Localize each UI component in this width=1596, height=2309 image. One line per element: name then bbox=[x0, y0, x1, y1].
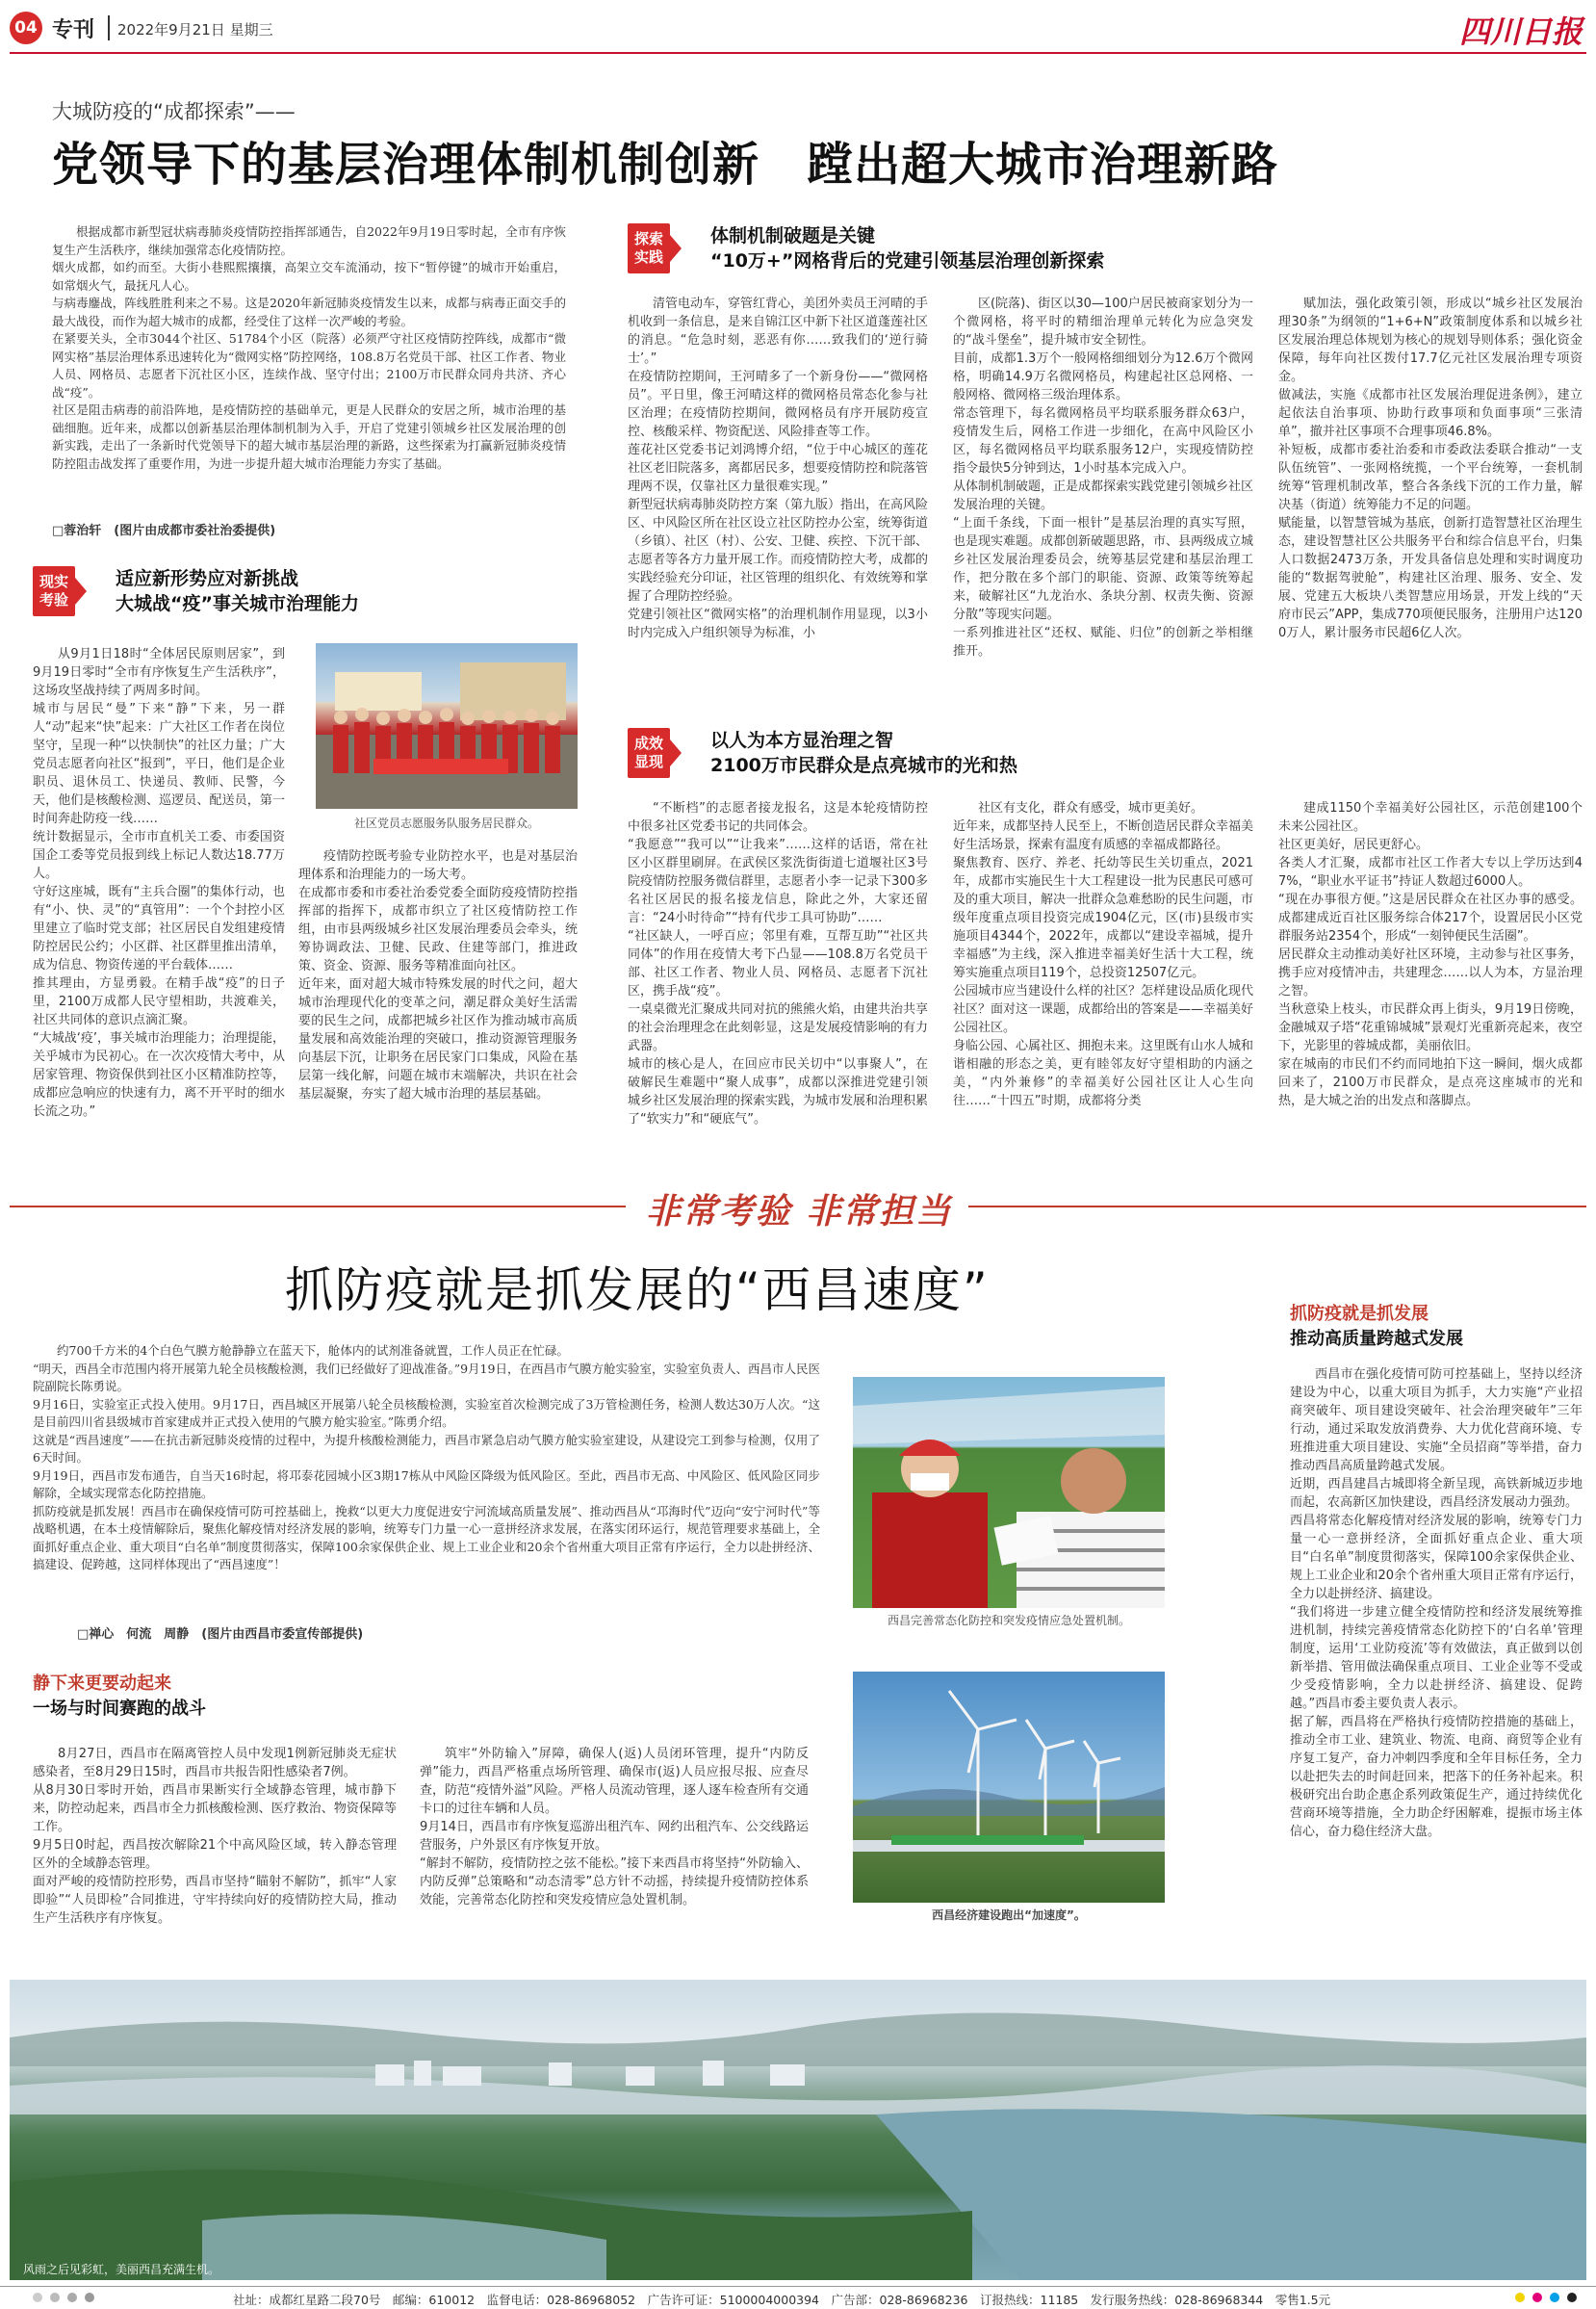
sec3-column-3: 建成1150个幸福美好公园社区，示范创建100个未来公园社区。 社区更美好，居民更舒心。 各类人才汇聚，成都市社区工作者大专以上学历达到47%，“职业水平证书”持证人数超过6000人。 “现在办事很方便。”这是居民群众在社区办事的感受。成都建成近百社区服务综合体217个，设置居民小区党群服务站2354个，形成“一刻钟便民生活圈”。 居民群众主动推动美好社区环境，主动参与社区事务，携手应对疫情冲击，共建理念……以人为本，方显治理之智。 当秋意染上枝头，市民群众再上街头，9月19日傍晚，金融城双子塔“花重锦城城”景观灯光重新亮起来，夜空下，光影里的蓉城成都，美丽依旧。 家在城南的市民们不约而同地拍下这一瞬间，烟火成都回来了，2100万市民群众，是点亮这座城市的光和热，是大城之治的出发点和落脚点。 bbox=[1278, 801, 1583, 1108]
header-rule bbox=[10, 52, 1586, 54]
footer-text: 社址：成都红星路二段70号 邮编：610012 监督电话：028-86968052 广告许可证：5100004000394 广告部：028-86968236 订报热线：11185 发行服务热线：028-86968344 零售1.5元 bbox=[233, 2293, 1331, 2307]
sec3-title-line1: 以人为本方显治理之智 bbox=[710, 730, 894, 751]
divider-bar bbox=[108, 15, 110, 40]
sec2-column-1: 清管电动车，穿管红背心，美团外卖员王河晴的手机收到一条信息，是来自锦江区中新下社区道蓬莲社区的消息。“危急时刻，恶恶有你……致我们的‘逆行骑士’。” 在疫情防控期间，王河晴多了一个新身份——“微网格员”。平日里，像王河晴这样的微网格员常态化参与社区治理；在疫情防控期间，微网格员有序开展防疫宣控、核酸采样、物资配送、风险排查等工作。 莲花社区党委书记刘鸿博介绍，“位于中心城区的莲花社区老旧院落多，离都居民多，想要疫情防控和院落管理两不误，仅靠社区力量很难实现。” 新型冠状病毒肺炎防控方案（第九版）指出，在高风险区、中风险区所在社区设立社区防控办公室，统筹街道（乡镇）、社区（村）、公安、卫健、疾控、下沉干部、志愿者等各方力量开展工作。而疫情防控大考，成都的实践经验充分印证，社区管理的组织化、有效统筹和掌握了合理防控经验。 党建引领社区“微网实格”的治理机制作用显现，以3小时内完成入户组织领导为标准，小 bbox=[628, 297, 928, 640]
sec1-title-line2: 大城战“疫”事关城市治理能力 bbox=[116, 593, 359, 614]
panorama-caption: 风雨之后见彩虹，美丽西昌充满生机。 bbox=[23, 2263, 220, 2276]
top-kicker: 大城防疫的“成都探索”—— bbox=[52, 100, 296, 123]
bottom-lead-paragraphs: 约700千方米的4个白色气膜方舱静静立在蓝天下，舱体内的试剂准备就置，工作人员正在忙碌。 “明天，西昌全市范围内将开展第九轮全员核酸检测，我们已经做好了迎战准备。”9月19日，在西昌市气膜方舱实验室，实验室负责人、西昌市人民医院副院长陈勇说。 9月16日，实验室正式投入使用。9月17日，西昌城区开展第八轮全员核酸检测，实验室首次检测完成了3万管检测任务，检测人数达30万人次。“这是目前四川省县级城市首家建成并正式投入使用的气膜方舱实验室。”陈勇介绍。 这就是“西昌速度”——在抗击新冠肺炎疫情的过程中，为提升核酸检测能力，西昌市紧急启动气膜方舱实验室建设，从建设完工到参与检测，仅用了6天时间。 9月19日，西昌市发布通告，自当天16时起，将邛泰花园城小区3期17栋从中风险区降级为低风险区。至此，西昌市无高、中风险区、低风险区同步解除，全域实现常态化防控措施。 抓防疫就是抓发展！西昌市在确保疫情可防可控基础上，挽救“以更大力度促进安宁河流域高质量发展”、推动西昌从“邛海时代”迈向“安宁河时代”等战略机遇，在本土疫情解除后，聚焦化解疫情对经济发展的影响，统筹专门力量一心一意拼经济求发展，在落实闭环运行，规范管理要求基础上，全面抓好重点企业、重大项目“白名单”制度贯彻落实，保障100余家保供企业、规上工业企业和20余个省州重大项目正常有序运行，全力以赴拼经济、搞建设、促跨越，这同样体现出了“西昌速度”！ bbox=[33, 1343, 820, 1571]
tag-arrow bbox=[670, 739, 682, 766]
left-subhead-2: 一场与时间赛跑的战斗 bbox=[33, 1699, 206, 1719]
top-headline: 党领导下的基层治理体制机制创新 蹚出超大城市治理新路 bbox=[52, 138, 1279, 192]
footer-bar bbox=[0, 2286, 1596, 2309]
registration-dots-right bbox=[1515, 2293, 1577, 2302]
top-lead-paragraphs: 根据成都市新型冠状病毒肺炎疫情防控指挥部通告，自2022年9月19日零时起，全市有序恢复生产生活秩序，继续加强常态化疫情防控。 烟火成都，如约而至。大街小巷熙熙攘攘，高架立交车流涌动，按下“暂停键”的城市开始重启，如常烟火气，最抚凡人心。 与病毒鏖战，阵线胜胜利来之不易。这是2020年新冠肺炎疫情发生以来，成都与病毒正面交手的最大战役，而作为超大城市的成都，经受住了这样一次严峻的考验。 在紧要关头，全市3044个社区、51784个小区（院落）必须严守社区疫情防控阵线，成都市“微网实格”基层治理体系迅速转化为“微网实格”防控网络，108.8万名党员干部、社区工作者、物业人员、网格员、志愿者下沉社区小区，连续作战、坚守付出；2100万市民群众同舟共济、齐心战“疫”。 社区是阻击病毒的前沿阵地，是疫情防控的基础单元，更是人民群众的安居之所，城市治理的基础细胞。近年来，成都以创新基层治理体制机制为入手，开启了党建引领城乡社区发展治理的创新实践，走出了一条新时代党领导下的超大城市基层治理的新路，这些探索为打赢新冠肺炎疫情防控阻击战发挥了重要作用，为进一步提升超大城市治理能力夯实了基础。 bbox=[52, 224, 566, 471]
epidemic-worker-photo bbox=[853, 1377, 1165, 1608]
top-byline: □蓉治轩 (图片由成都市委社治委提供) bbox=[52, 524, 276, 538]
sec2-title-line1: 体制机制破题是关键 bbox=[710, 225, 876, 246]
right-column: 西昌市在强化疫情可防可控基础上，坚持以经济建设为中心，以重大项目为抓手，大力实施“产业招商突破年、项目建设突破年、社会治理突破年”三年行动，通过采取发放消费券、大力优化营商环境、专班推进重大项目建设、实施“全员招商”等举措，奋力推动西昌高质量跨越式发展。 近期，西昌建昌古城即将全新呈现，高铁新城迈步地而起，农高新区加快建设，西昌经济发展动力强劲。 西昌将常态化解疫情对经济发展的影响，统筹专门力量一心一意拼经济，全面抓好重点企业、重大项目“白名单”制度贯彻落实，保障100余家保供企业、规上工业企业和20余个省州重大项目正常有序运行，全力以赴拼经济、搞建设。 “我们将进一步建立健全疫情防控和经济发展统筹推进机制，持续完善疫情常态化防控下的‘白名单’管理制度，运用‘工业防疫流’等有效做法，真正做到以创新举措、管用做法确保重点项目、工业企业等不受或少受疫情影响，全力以赴拼经济、搞建设、促跨越。”西昌市委主要负责人表示。 据了解，西昌将在严格执行疫情防控措施的基础上，推动全市工业、建筑业、物流、电商、商贸等企业有序复工复产，奋力冲刺四季度和全年目标任务，全力以赴把失去的时间赶回来，把落下的任务补起来。积极研究出台助企惠企系列政策促生产，通过持续优化营商环境等措施，全力助企纾困解难，提振市场主体信心，奋力稳住经济大盘。 bbox=[1290, 1367, 1583, 1839]
bottom-headline: 抓防疫就是抓发展的“西昌速度” bbox=[285, 1262, 990, 1318]
page-header bbox=[0, 0, 1596, 58]
photo1-caption: 社区党员志愿服务队服务居民群众。 bbox=[353, 817, 539, 830]
left-column-1: 8月27日，西昌市在隔离管控人员中发现1例新冠肺炎无症状感染者，至8月29日15时，西昌市共报告阳性感染者7例。 从8月30日零时开始，西昌市果断实行全域静态管理，城市静下来，防控动起来，西昌市全力抓核酸检测、医疗救治、物资保障等工作。 9月5日0时起，西昌按次解除21个中高风险区域，转入静态管理区外的全域静态管理。 面对严峻的疫情防控形势，西昌市坚持“瞄射不解防”，抓牢“人家即验”“人员即检”合同推进，守牢持续向好的疫情防控大局，推动生产生活秩序有序恢复。 bbox=[33, 1747, 397, 1926]
sec3-title-line2: 2100万市民群众是点亮城市的光和热 bbox=[710, 755, 1017, 776]
sec3-column-1: “不断档”的志愿者接龙报名，这是本轮疫情防控中很多社区党委书记的共同体会。 “我愿意”“我可以”“让我来”……这样的话语，常在社区小区群里刷屏。在武侯区浆洗街街道七道堰社区3号院疫情防控服务微信群里，志愿者小李一记录下300多名社区居民的报名接龙信息，除此之外，大家还留言：“24小时待命”“持有代步工具可协助”…… “社区缺人，一呼百应；邻里有难，互帮互助”“社区共同体”的作用在疫情大考下凸显——108.8万名党员干部、社区工作者、物业人员、网格员、志愿者下沉社区，携手战“疫”。 一桌桌微光汇聚成共同对抗的熊熊火焰，由建共治共享的社会治理理念在此刻彰显，这是发展疫情影响的有力武器。 城市的核心是人，在回应市民关切中“以事聚人”，在破解民生难题中“聚人成事”，成都以深推进党建引领城乡社区发展治理的探索实践，为城市发展和治理积累了“软实力”和“硬底气”。 bbox=[628, 801, 928, 1127]
xichang-panorama-photo bbox=[10, 1980, 1586, 2280]
wind-turbine-photo bbox=[853, 1672, 1165, 1903]
sec2-column-3: 赋加法，强化政策引领，形成以“城乡社区发展治理30条”为纲领的“1+6+N”政策制度体系和以城乡社区发展治理总体规划为核心的规划导则体系；强化资金保障，每年向社区拨付17.7亿元社区发展治理专项资金。 做减法，实施《成都市社区发展治理促进条例》，建立起依法自治事项、协助行政事项和负面事项“三张清单”，撤并社区事项不合理事项46.8%。 补短板，成都市委社治委和市委政法委联合推动“一支队伍统管”、一张网格统揽，一个平台统筹，一套机制统筹“管理机制改革，整合各条线下沉的工作力量，解决基（街道）统筹能力不足的问题。 赋能量，以智慧管城为基底，创新打造智慧社区治理生态，建设智慧社区公共服务平台和综合信息平台，归集人口数据2473万条，开发具备信息处理和实时调度功能的“数据驾驶舱”，构建社区治理、服务、安全、发展、党建五大板块八类智慧应用场景，开发上线的“天府市民云”APP，集成770项便民服务，注册用户达1200万人，累计服务市民超6亿人次。 bbox=[1278, 297, 1583, 640]
sec1-text-left: 从9月1日18时“全体居民原则居家”，到9月19日零时“全市有序恢复生产生活秩序”，这场攻坚战持续了两周多时间。 城市与居民“曼”下来“静”下来，另一群人“动”起来“快”起来：广大社区工作者在岗位坚守，呈现一种“以快制快”的社区力量；广大党员志愿者向社区“报到”，平日，他们是企业职员、退休员工、快递员、教师、民警，今天，他们是核酸检测、巡逻员、配送员，第一时间奔赴防疫一线…… 统计数据显示，全市市直机关工委、市委国资国企工委等党员报到线上标记人数达18.77万人。 守好这座城，既有“主兵合圈”的集体行动，也有“小、快、灵”的“真管用”：一个个封控小区里建立了临时党支部；社区居民自发组建疫情防控居民公约；小区群、社区群里推出清单，成为信息、物资传递的平台载体…… 推其理由，方显勇毅。在精手战“疫”的日子里，2100万成都人民守望相助，共渡难关，社区共同体的意识点滴汇聚。 “大城战‘疫’，事关城市治理能力；治理提能，关乎城市为民初心。在一次次疫情大考中，从居家管理、物资保供到社区小区精准防控等，成都应急响应的快速有力，离不开平时的细水长流之功。” bbox=[33, 647, 285, 1119]
sec1-title-line1: 适应新形势应对新挑战 bbox=[116, 568, 299, 589]
photo2-caption: 西昌完善常态化防控和突发疫情应急处置机制。 bbox=[887, 1614, 1130, 1627]
banner-rule-right bbox=[968, 1206, 1586, 1207]
right-subhead-1: 抓防疫就是抓发展 bbox=[1290, 1304, 1429, 1324]
section-tag-reality-test: 现实考验 bbox=[33, 566, 75, 616]
sec2-column-2: 区(院落)、街区以30—100户居民被商家划分为一个微网格，将平时的精细治理单元转化为应急突发的“战斗堡垒”，提升城市安全韧性。 目前，成都1.3万个一般网格细细划分为12.6万个微网格，明确14.9万名微网格员，构建起社区总网格、一般网格、微网格三级治理体系。 常态管理下，每名微网格员平均联系服务群众63户，疫情发生后，网格工作进一步细化，在高中风险区小区，每名微网格员平均联系服务12户，实现疫情防控指令最快5分钟到达，1小时基本完成入户。 从体制机制破题，正是成都探索实践党建引领城乡社区发展治理的关键。 “上面千条线，下面一根针”是基层治理的真实写照，也是现实难题。成都创新破题思路，市、县两级成立城乡社区发展治理委员会，统筹基层党建和基层治理工作，把分散在多个部门的职能、资源、政策等统筹起来，破解社区“九龙治水、条块分割、权责失衡、资源分散”等现实问题。 一系列推进社区“还权、赋能、归位”的创新之举相继推开。 bbox=[953, 297, 1253, 659]
photo3-caption: 西昌经济建设跑出“加速度”。 bbox=[932, 1908, 1086, 1922]
sec1-text-right: 疫情防控既考验专业防控水平，也是对基层治理体系和治理能力的一场大考。 在成都市委和市委社治委党委全面防疫疫情防控指挥部的指挥下，成都市织立了社区疫情防控工作组，由市县两级城乡社区发展治理委员会牵头，统筹协调政法、卫健、民政、住建等部门，推进政策、资金、资源、服务等精准面向社区。 近年来，面对超大城市特殊发展的时代之问，超大城市治理现代化的变革之问，潮足群众美好生活需要的民生之问，成都把城乡社区作为推动城市高质量发展和高效能治理的突破口，推动资源管理服务向基层下沉，让职务在居民家门口集成，风险在基层第一线化解，问题在城市末端解决，共识在社会基层凝聚，夯实了超大城市治理的基层基础。 bbox=[298, 849, 578, 1102]
left-column-2: 筑牢“外防输入”屏障，确保人(返)人员闭环管理，提升“内防反弹”能力，西昌严格重点场所管理、确保市(返)人员应报尽报、应查尽查，防范“疫情外溢”风险。严格人员流动管理，逐人逐车检查所有交通卡口的过往车辆和人员。 9月14日，西昌市有序恢复巡游出租汽车、网约出租汽车、公交线路运营服务，户外景区有序恢复开放。 “解封不解防，疫情防控之弦不能松。”接下来西昌市将坚持“外防输入、内防反弹”总策略和“动态清零”总方针不动摇，持续提升疫情防控体系效能，完善常态化防控和突发疫情应急处置机制。 bbox=[420, 1747, 809, 1907]
issue-date: 2022年9月21日 星期三 bbox=[117, 21, 273, 39]
bottom-byline: □禅心 何流 周静 (图片由西昌市委宣传部提供) bbox=[77, 1627, 364, 1642]
tag-arrow bbox=[75, 578, 87, 605]
special-banner: 非常考验 非常担当 bbox=[645, 1191, 953, 1232]
page-number-badge: 04 bbox=[10, 12, 42, 44]
tag-arrow bbox=[670, 235, 682, 262]
volunteer-team-photo bbox=[316, 643, 578, 809]
left-subhead-1: 静下来更要动起来 bbox=[33, 1673, 171, 1694]
section-tag-exploration: 探索实践 bbox=[628, 223, 670, 273]
right-subhead-2: 推动高质量跨越式发展 bbox=[1290, 1329, 1463, 1349]
registration-dots-left bbox=[33, 2293, 94, 2302]
section-tag-results: 成效显现 bbox=[628, 728, 670, 778]
newspaper-logo: 四川日报 bbox=[1458, 13, 1583, 50]
banner-rule-left bbox=[10, 1206, 626, 1207]
section-name: 专刊 bbox=[52, 18, 95, 42]
sec3-column-2: 社区有支化，群众有感受，城市更美好。 近年来，成都坚持人民至上，不断创造居民群众幸福美好生活场景，探索有温度有质感的幸福成都路径。 聚焦教育、医疗、养老、托幼等民生关切重点，2021年，成都市实施民生十大工程建设一批为民惠民可感可及的重大项目，解决一批群众急难愁盼的民生问题，市级年度重点项目投资完成1904亿元，区(市)县级市实施项目4344个，2022年，成都以“建设幸福城，提升幸福感”为主线，深入推进幸福美好生活十大工程，统筹实施重点项目119个，总投资12507亿元。 公园城市应当建设什么样的社区？怎样建设品质化现代社区？面对这一课题，成都给出的答案是——幸福美好公园社区。 身临公园、心属社区、拥抱未来。这里既有山水人城和谐相融的形态之美，更有睦邻友好守望相助的内涵之美，“内外兼修”的幸福美好公园社区让人心生向往……“十四五”时期，成都将分类 bbox=[953, 801, 1253, 1108]
sec2-title-line2: “10万+”网格背后的党建引领基层治理创新探索 bbox=[710, 250, 1105, 272]
